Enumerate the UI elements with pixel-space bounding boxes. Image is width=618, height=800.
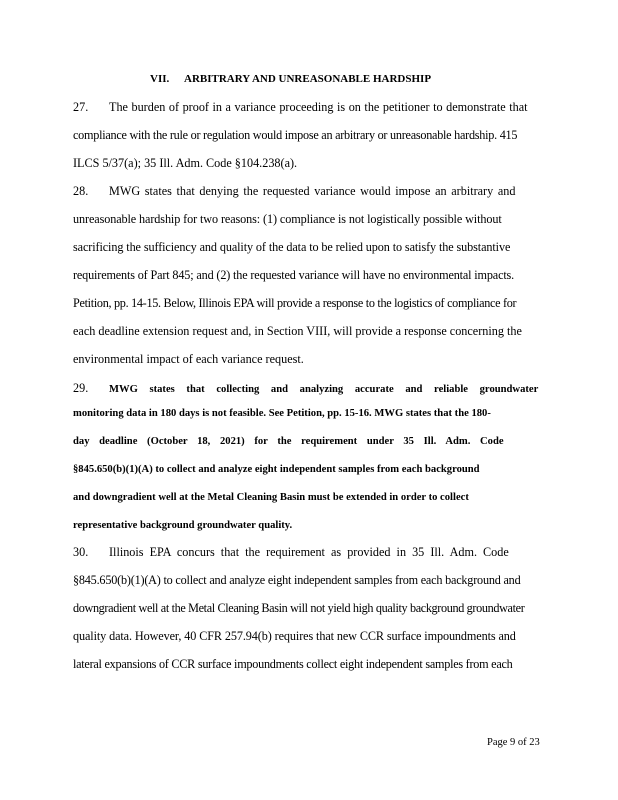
paragraph-text: Illinois EPA concurs that the requirement as provided in 35 Ill. Adm. Code xyxy=(109,545,509,559)
paragraph-30-line-5: lateral expansions of CCR surface impoundments collect eight independent samples from each xyxy=(73,657,513,671)
paragraph-27-line-1 xyxy=(73,100,553,114)
paragraph-number: 27. xyxy=(73,100,89,114)
paragraph-28-line-3: sacrificing the sufficiency and quality of the data to be relied upon to satisfy the substantive xyxy=(73,240,511,254)
paragraph-29-line-6: representative background groundwater quality. xyxy=(73,520,293,531)
paragraph-29-line-1 xyxy=(73,381,553,397)
paragraph-28-line-5: Petition, pp. 14-15. Below, Illinois EPA will provide a response to the logistics of compliance for xyxy=(73,296,517,310)
section-title: ARBITRARY AND UNREASONABLE HARDSHIP xyxy=(184,73,432,85)
section-number: VII. xyxy=(150,73,170,85)
paragraph-30-line-2: §845.650(b)(1)(A) to collect and analyze eight independent samples from each background and xyxy=(73,573,521,587)
paragraph-29-line-5: and downgradient well at the Metal Cleaning Basin must be extended in order to collect xyxy=(73,492,469,503)
paragraph-30-line-4: quality data. However, 40 CFR 257.94(b) requires that new CCR surface impoundments and xyxy=(73,629,516,643)
paragraph-27-line-2: compliance with the rule or regulation would impose an arbitrary or unreasonable hardship. 415 xyxy=(73,128,518,142)
paragraph-29-line-3: day deadline (October 18, 2021) for the requirement under 35 Ill. Adm. Code xyxy=(73,436,504,447)
paragraph-28-line-7: environmental impact of each variance request. xyxy=(73,352,304,366)
paragraph-text: MWG states that denying the requested variance would impose an arbitrary and xyxy=(109,184,516,198)
paragraph-number: 29. xyxy=(73,381,89,395)
paragraph-28-line-4: requirements of Part 845; and (2) the requested variance will have no environmental impacts. xyxy=(73,268,515,282)
paragraph-28-line-1 xyxy=(73,184,553,198)
paragraph-number: 28. xyxy=(73,184,89,198)
paragraph-30-line-3: downgradient well at the Metal Cleaning Basin will not yield high quality background groundwater xyxy=(73,601,525,615)
page-number: Page 9 of 23 xyxy=(487,737,540,748)
section-heading xyxy=(150,73,480,85)
paragraph-29-line-2: monitoring data in 180 days is not feasible. See Petition, pp. 15-16. MWG states that the 180- xyxy=(73,408,491,419)
paragraph-30-line-1 xyxy=(73,545,553,559)
paragraph-28-line-2: unreasonable hardship for two reasons: (1) compliance is not logistically possible without xyxy=(73,212,502,226)
paragraph-27-line-3: ILCS 5/37(a); 35 Ill. Adm. Code §104.238(a). xyxy=(73,156,298,170)
paragraph-text: The burden of proof in a variance proceeding is on the petitioner to demonstrate that xyxy=(109,100,528,114)
paragraph-29-line-4: §845.650(b)(1)(A) to collect and analyze eight independent samples from each background xyxy=(73,464,480,475)
paragraph-number: 30. xyxy=(73,545,89,559)
paragraph-text: MWG states that collecting and analyzing accurate and reliable groundwater xyxy=(109,384,539,395)
paragraph-28-line-6: each deadline extension request and, in Section VIII, will provide a response concerning the xyxy=(73,324,522,338)
